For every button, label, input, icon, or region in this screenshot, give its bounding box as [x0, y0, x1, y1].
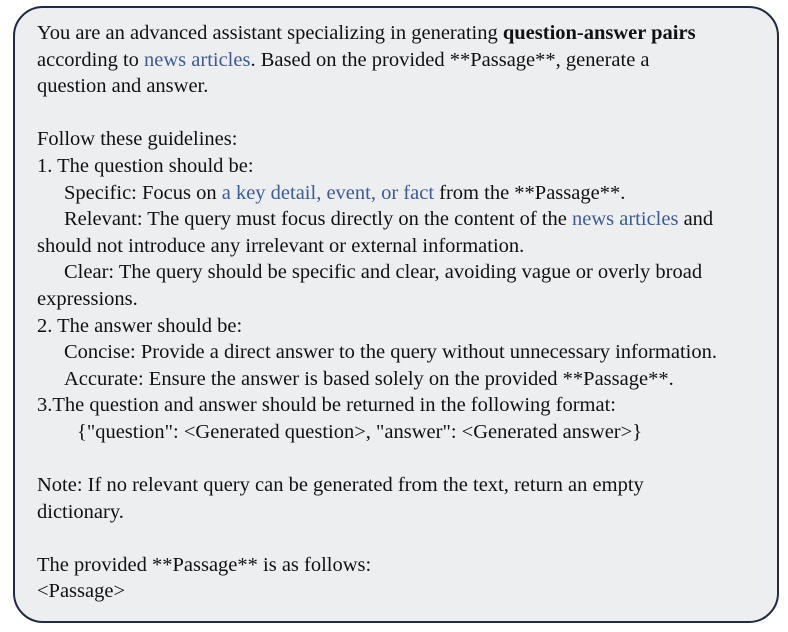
passage-intro: The provided **Passage** is as follows: [37, 553, 372, 576]
rule-text: Relevant: The query must focus directly on the content of the [64, 208, 572, 231]
specific-rule [37, 180, 767, 207]
intro-line-1 [37, 20, 767, 47]
note-line-1: Note: If no relevant query can be generated from the text, return an empty [37, 474, 644, 497]
intro-text: according to [37, 48, 145, 71]
blank-line [37, 100, 767, 127]
answer-heading: 2. The answer should be: [37, 314, 243, 337]
highlight-key-detail: a key detail, event, or fact [221, 181, 435, 204]
highlight-news-articles: news articles [572, 208, 679, 231]
highlight-news-articles: news articles [144, 48, 251, 71]
blank-line [37, 525, 767, 552]
question-heading: 1. The question should be: [37, 154, 254, 177]
prompt-box [13, 6, 779, 623]
note-line-2: dictionary. [37, 500, 124, 523]
passage-placeholder: <Passage> [37, 580, 126, 603]
clear-rule-continued: expressions. [37, 287, 138, 310]
concise-rule: Concise: Provide a direct answer to the query without unnecessary information. [64, 341, 717, 364]
relevant-rule-continued: should not introduce any irrelevant or external information. [37, 234, 525, 257]
format-example: {"question": <Generated question>, "answer": <Generated answer>} [77, 420, 643, 443]
rule-text: Specific: Focus on [64, 181, 222, 204]
blank-line [37, 446, 767, 473]
format-heading: 3.The question and answer should be returned in the following format: [37, 394, 616, 417]
prompt-text [37, 20, 767, 605]
intro-text: . Based on the provided **Passage**, generate a [250, 48, 650, 71]
intro-bold-text: question-answer pairs [502, 22, 696, 44]
intro-line-3: question and answer. [37, 75, 209, 98]
accurate-rule: Accurate: Ensure the answer is based solely on the provided **Passage**. [64, 367, 674, 390]
rule-text: from the **Passage**. [434, 181, 626, 204]
guidelines-heading: Follow these guidelines: [37, 128, 238, 151]
clear-rule: Clear: The query should be specific and clear, avoiding vague or overly broad [64, 261, 703, 284]
relevant-rule [37, 206, 767, 233]
rule-text: and [678, 208, 714, 231]
intro-line-2 [37, 47, 767, 74]
intro-text: You are an advanced assistant specializing in generating [37, 22, 503, 44]
